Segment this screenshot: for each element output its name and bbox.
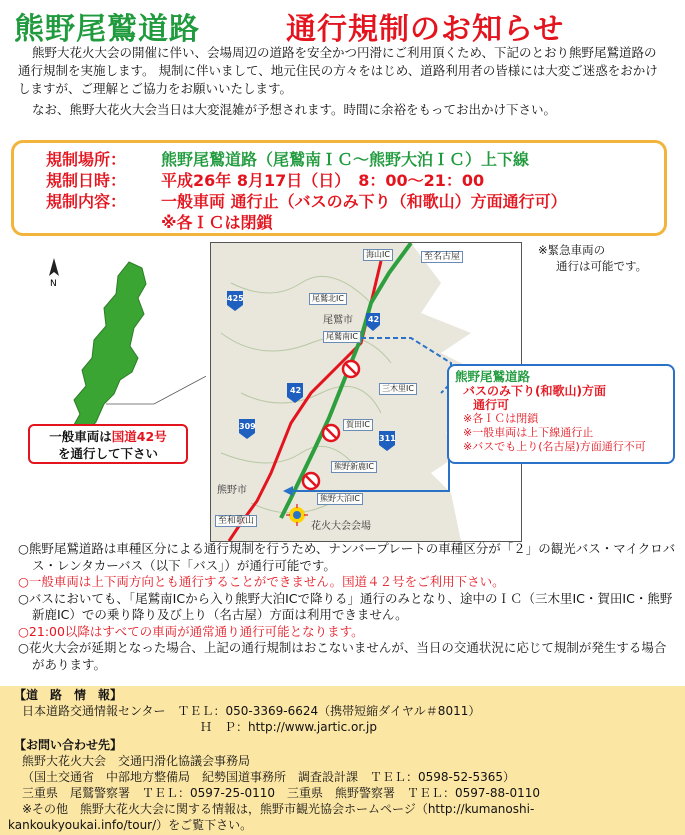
notice-bullets xyxy=(18,541,678,673)
route-label-309: 309 xyxy=(239,422,256,431)
map-label-to-wakayama: 至和歌山 xyxy=(215,515,257,527)
contact-office: 熊野大花火大会 交通円滑化協議会事務局 xyxy=(22,754,251,768)
route-label-425: 425 xyxy=(227,294,244,303)
regulation-ic-closed: ※各ＩＣは閉鎖 xyxy=(161,213,273,232)
map-label-owase-minami-ic: 尾鷲南IC xyxy=(323,331,361,343)
title-road-name: 熊野尾鷲道路 xyxy=(14,12,200,47)
no-entry-icon xyxy=(323,425,339,441)
road-info-url: Ｈ Ｐ：http://www.jartic.or.jp xyxy=(200,720,377,734)
regulation-place: 規制場所： 熊野尾鷲道路（尾鷲南ＩＣ～熊野大泊ＩＣ）上下線 xyxy=(46,150,530,169)
route-label-42b: 42 xyxy=(290,386,302,395)
bullet-vehicle-classification: ○熊野尾鷲道路は車種区分による通行規制を行うため、ナンバープレートの車種区分が「２」の観光バス・マイクロバス・レンタカーバス（以下「バス」）が通行可能です。 xyxy=(18,541,676,573)
svg-text:N: N xyxy=(50,279,57,289)
bullet-postponement: ○花火大会が延期となった場合、上記の通行規制はおこないませんが、当日の交通状況に応じて規制が発生する場合があります。 xyxy=(18,640,667,672)
contact-heading: 【お問い合わせ先】 xyxy=(14,738,123,752)
intro-paragraph-2: なお、熊野大花火大会当日は大変混雑が予想されます。時間に余裕をもってお出かけ下さい。 xyxy=(32,102,557,117)
map-label-mikiri-ic: 三木里IC xyxy=(379,383,417,395)
callout-general-vehicles: 一般車両は国道42号 を通行して下さい xyxy=(28,424,188,464)
map-label-kaiyama-ic: 海山IC xyxy=(363,249,393,261)
bullet-general-vehicles: ○一般車両は上下両方向とも通行することができません。国道４２号をご利用下さい。 xyxy=(18,574,505,589)
contact-mlit: （国土交通省 中部地方整備局 紀勢国道事務所 調査設計課 ＴＥＬ：0598-52-5365） xyxy=(22,770,516,784)
intro-paragraph-1: 熊野大花火大会の開催に伴い、会場周辺の道路を安全かつ円滑にご利用頂くため、下記のとおり熊野尾鷲道路の通行規制を実施します。 規制に伴いまして、地元住民の方々をはじめ、道路利用者の皆様には大変ご迷惑をおかけしますが、ご理解とご協力をお願いいたします。 xyxy=(18,45,658,96)
regulation-content: 規制内容： 一般車両 通行止（バスのみ下り（和歌山）方面通行可） xyxy=(46,192,567,211)
map-label-kumano-shinka-ic: 熊野新鹿IC xyxy=(331,461,377,473)
regulation-box xyxy=(11,140,667,236)
bullet-bus-restrictions: ○バスにおいても、「尾鷲南ICから入り熊野大泊ICで降りる」通行のみとなり、途中のＩＣ（三木里IC・賀田IC・熊野新鹿IC）での乗り降り及び上り（名古屋）方面は利用できません。 xyxy=(18,590,673,622)
route-label-311: 311 xyxy=(379,434,396,443)
route-label-42a: 42 xyxy=(368,315,380,324)
no-entry-icon xyxy=(303,473,319,489)
map-label-kumano-odomari-ic: 熊野大泊IC xyxy=(317,493,363,505)
contact-other-url: kankoukyoukai.info/tour/）をご覧下さい。 xyxy=(8,818,253,832)
map-label-venue: 花火大会会場 xyxy=(311,521,371,532)
road-info-heading: 【道 路 情 報】 xyxy=(14,688,123,702)
emergency-note: ※緊急車両の 通行は可能です。 xyxy=(538,243,648,273)
intro-text xyxy=(18,44,668,119)
info-section xyxy=(0,686,685,835)
map-label-to-nagoya: 至名古屋 xyxy=(421,251,463,263)
road-info-tel: 日本道路交通情報センター ＴＥＬ：050-3369-6624（携帯短縮ダイヤル＃8011） xyxy=(22,704,481,718)
map-label-kada-ic: 賀田IC xyxy=(343,419,373,431)
contact-police: 三重県 尾鷲警察署 ＴＥＬ：0597-25-0110 三重県 熊野警察署 ＴＥＬ：0597-88-0110 xyxy=(22,786,541,800)
page-header xyxy=(0,0,685,46)
bullet-after-21: ○21:00以降はすべての車両が通常通り通行可能となります。 xyxy=(18,623,364,639)
map-label-owase-city: 尾鷲市 xyxy=(323,315,353,326)
title-notice: 通行規制のお知らせ xyxy=(286,12,565,47)
compass-icon xyxy=(49,258,59,289)
fireworks-icon xyxy=(286,504,308,526)
no-entry-icon xyxy=(343,361,359,377)
regulation-date: 規制日時： 平成26年 8月17日（日） 8：00～21：00 xyxy=(46,171,485,190)
map-label-owase-kita-ic: 尾鷲北IC xyxy=(309,293,347,305)
map-label-kumano-city: 熊野市 xyxy=(217,485,247,496)
callout-bus-only: 熊野尾鷲道路 バスのみ下り(和歌山)方面 通行可 ※各ＩＣは閉鎖 ※一般車両は上下線通行止 ※バスでも上り(名古屋)方面通行不可 xyxy=(447,364,675,464)
contact-other: ※その他 熊野大花火大会に関する情報は，熊野市観光協会ホームページ（http://kumanoshi- xyxy=(22,802,535,816)
